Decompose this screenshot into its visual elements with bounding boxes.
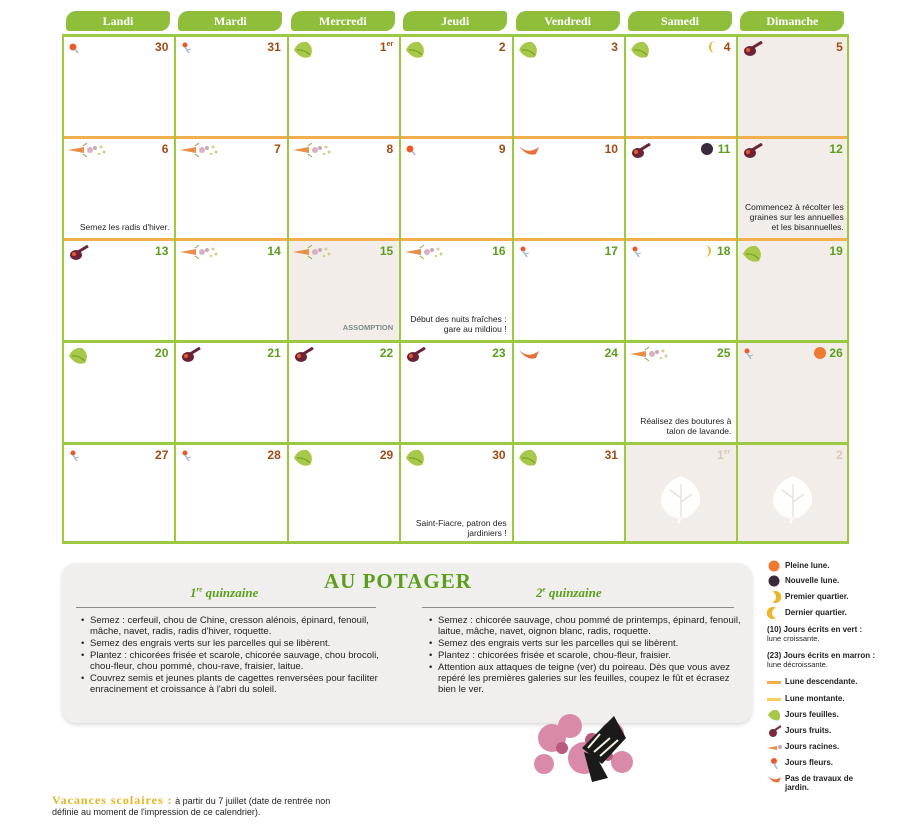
legend-last-quarter: Dernier quartier. xyxy=(767,607,907,621)
calendar-day-cell xyxy=(174,138,286,238)
grid-column-divider xyxy=(847,34,849,544)
day-number: 31 xyxy=(604,448,618,462)
weekday-header: Mardi xyxy=(178,11,282,31)
calendar-day-cell xyxy=(62,240,174,340)
leaf-day-icon xyxy=(405,449,427,472)
root-day-icon xyxy=(180,143,220,162)
root-day-icon xyxy=(405,245,445,264)
potager-tip: • Semez : cerfeuil, chou de Chine, cresson alénois, épinard, fenouil, mâche, navet, radis, radis d'hiver, roquette. xyxy=(90,615,390,637)
fig-fruit-icon xyxy=(742,143,764,164)
legend-no-work: Pas de travaux de jardin. xyxy=(767,773,907,793)
legend-full-moon: Pleine lune. xyxy=(767,560,907,574)
calendar-day-cell xyxy=(174,444,286,544)
calendar-day-cell xyxy=(624,444,736,544)
flower-day-icon xyxy=(180,41,194,60)
day-number: 31 xyxy=(267,40,281,54)
fruit-day-icon xyxy=(405,143,419,161)
ghost-leaf-icon xyxy=(770,474,816,524)
flower-icon xyxy=(767,757,783,769)
leaf-icon xyxy=(767,709,783,721)
weekday-header: Landi xyxy=(66,11,170,31)
grid-column-divider xyxy=(512,34,514,544)
full-moon-icon xyxy=(767,560,783,572)
legend-flower-days: Jours fleurs. xyxy=(767,757,907,771)
grid-column-divider xyxy=(174,34,176,544)
calendar-day-cell xyxy=(62,342,174,442)
day-number: 2 xyxy=(836,448,843,462)
divider-line xyxy=(76,607,376,608)
day-number: 28 xyxy=(267,448,281,462)
potager-tip: • Plantez : chicorées frisée et scarole, chicorée sauvage, chou brocoli, chou-fleur, chou pommé, chou-rave, fraisier, laitue. xyxy=(90,650,390,672)
grid-row-divider xyxy=(62,34,849,37)
fig-fruit-icon xyxy=(767,725,783,737)
moth-on-flower-illustration xyxy=(522,708,642,790)
day-number: 6 xyxy=(161,142,169,156)
calendar-day-cell xyxy=(736,36,848,136)
potager-tip: • Plantez : chicorées frisée et scarole, chou-fleur, fraisier. xyxy=(438,650,742,661)
weekday-header: Samedi xyxy=(628,11,732,31)
day-note: Semez les radis d'hiver. xyxy=(79,222,170,232)
legend-brown-days: (23) Jours écrits en marron : lune décroissante. xyxy=(767,651,876,669)
leaf-day-icon xyxy=(518,449,540,472)
legend-ascending-moon: Lune montante. xyxy=(767,693,907,707)
calendar-day-cell xyxy=(736,240,848,340)
day-number: 29 xyxy=(379,448,394,462)
day-number: 17 xyxy=(604,244,618,258)
calendar-day-cell xyxy=(399,138,511,238)
flower-day-icon xyxy=(518,245,532,264)
day-number: 8 xyxy=(386,142,394,156)
calendar-day-cell xyxy=(624,342,736,442)
calendar-day-cell xyxy=(287,240,399,340)
root-day-icon xyxy=(68,143,108,162)
calendar-day-cell xyxy=(62,138,174,238)
calendar-day-cell xyxy=(512,36,624,136)
no-garden-work-icon xyxy=(518,347,540,366)
leaf-day-icon xyxy=(518,41,540,64)
divider-line xyxy=(422,607,734,608)
root-day-icon xyxy=(630,347,670,366)
leaf-day-icon xyxy=(293,449,315,472)
calendar-day-cell xyxy=(512,444,624,544)
fig-fruit-icon xyxy=(742,41,764,62)
day-number: 12 xyxy=(829,142,843,156)
calendar-day-cell xyxy=(399,240,511,340)
calendar-day-cell xyxy=(287,138,399,238)
potager-title: AU POTAGER xyxy=(324,569,472,593)
calendar-day-cell xyxy=(736,342,848,442)
leaf-day-icon xyxy=(68,347,90,370)
day-number: 7 xyxy=(274,142,281,156)
school-holidays-text: à partir du 7 juillet (date de rentrée non définie au moment de l'impression de ce calendrier). xyxy=(52,796,331,817)
root-day-icon xyxy=(293,245,333,264)
calendar-day-cell xyxy=(399,36,511,136)
day-number: 16 xyxy=(492,244,506,258)
first-fortnight-title: 1re quinzaine xyxy=(190,585,259,600)
day-number: 2 xyxy=(498,40,506,54)
day-number: 24 xyxy=(604,346,618,360)
day-number: 25 xyxy=(717,346,731,360)
ghost-leaf-icon xyxy=(658,474,704,524)
calendar-day-cell xyxy=(399,342,511,442)
school-holidays-note xyxy=(52,795,352,818)
ascending-line-icon xyxy=(767,693,783,705)
day-number: 15 xyxy=(379,244,394,258)
holiday-label: ASSOMPTION xyxy=(342,323,394,332)
grid-column-divider xyxy=(399,34,401,544)
leaf-day-icon xyxy=(630,41,652,64)
school-holidays-title: Vacances scolaires : xyxy=(52,793,173,807)
calendar-day-cell xyxy=(624,36,736,136)
day-number: 18 xyxy=(717,244,731,258)
weekday-header: Vendredi xyxy=(516,11,620,31)
calendar-day-cell xyxy=(512,138,624,238)
legend-root-days: Jours racines. xyxy=(767,741,907,755)
legend-green-days: (10) Jours écrits en vert : lune croissante. xyxy=(767,625,863,643)
no-garden-work-icon xyxy=(767,773,783,785)
calendar-day-cell xyxy=(287,444,399,544)
fig-fruit-icon xyxy=(293,347,315,368)
weekday-header: Jeudi xyxy=(403,11,507,31)
grid-row-divider xyxy=(62,136,849,139)
day-number: 3 xyxy=(611,40,618,54)
legend-fruit-days: Jours fruits. xyxy=(767,725,907,739)
day-note: Commencez à récolter les graines sur les annuelles et les bisannuelles. xyxy=(745,202,844,232)
calendar-day-cell xyxy=(736,444,848,544)
day-number: 14 xyxy=(267,244,281,258)
day-number: 30 xyxy=(492,448,506,462)
day-number: 27 xyxy=(155,448,169,462)
calendar-day-cell xyxy=(174,240,286,340)
grid-column-divider xyxy=(736,34,738,544)
root-day-icon xyxy=(293,143,333,162)
second-fortnight-title: 2e quinzaine xyxy=(536,585,602,600)
leaf-day-icon xyxy=(742,245,764,268)
day-number: 19 xyxy=(829,244,843,258)
fruit-day-icon xyxy=(68,41,82,59)
day-number: 1er xyxy=(717,448,731,462)
calendar-grid xyxy=(62,34,849,544)
grid-row-divider xyxy=(62,541,849,544)
flower-day-icon xyxy=(180,449,194,468)
leaf-day-icon xyxy=(293,41,315,64)
day-number: 11 xyxy=(717,142,731,156)
day-note: Réalisez des boutures à talon de lavande. xyxy=(640,416,732,436)
grid-row-divider xyxy=(62,340,849,343)
calendar-day-cell xyxy=(736,138,848,238)
potager-tip: • Semez : chicorée sauvage, chou pommé de printemps, épinard, fenouil, laitue, mâche, navet, oignon blanc, radis, roquette. xyxy=(438,615,742,637)
descending-line-icon xyxy=(767,676,783,688)
calendar-day-cell xyxy=(624,240,736,340)
new-moon-icon xyxy=(700,142,714,161)
day-number: 23 xyxy=(492,346,506,360)
day-number: 13 xyxy=(155,244,169,258)
flower-day-icon xyxy=(630,245,644,264)
day-note: Début des nuits fraîches : gare au mildiou ! xyxy=(410,314,507,334)
fig-fruit-icon xyxy=(630,143,652,164)
day-note: Saint-Fiacre, patron des jardiniers ! xyxy=(415,518,507,538)
calendar-day-cell xyxy=(512,342,624,442)
first-fortnight-list xyxy=(80,615,390,696)
grid-column-divider xyxy=(624,34,626,544)
flower-day-icon xyxy=(742,347,756,366)
day-number: 22 xyxy=(379,346,394,360)
last-quarter-moon-icon xyxy=(767,607,783,619)
calendar-day-cell xyxy=(287,36,399,136)
fig-fruit-icon xyxy=(405,347,427,368)
fig-fruit-icon xyxy=(68,245,90,266)
calendar-day-cell xyxy=(624,138,736,238)
day-number: 30 xyxy=(155,40,169,54)
day-number: 1er xyxy=(379,40,394,54)
first-quarter-moon-icon xyxy=(700,244,714,263)
full-moon-icon xyxy=(813,346,827,365)
potager-tip: • Attention aux attaques de teigne (ver) du poireau. Dès que vous avez repéré les premières galeries sur les feuilles, coupez le fût et écrasez bien le ver. xyxy=(438,662,742,695)
calendar-day-cell xyxy=(174,36,286,136)
calendar-day-cell xyxy=(62,36,174,136)
root-day-icon xyxy=(180,245,220,264)
legend-new-moon: Nouvelle lune. xyxy=(767,575,907,589)
legend-leaf-days: Jours feuilles. xyxy=(767,709,907,723)
calendar-day-cell xyxy=(287,342,399,442)
weekday-header: Mercredi xyxy=(291,11,395,31)
grid-row-divider xyxy=(62,442,849,445)
day-number: 5 xyxy=(836,40,843,54)
potager-panel xyxy=(62,563,752,723)
leaf-day-icon xyxy=(405,41,427,64)
day-number: 4 xyxy=(723,40,731,54)
legend-descending-moon: Lune descendante. xyxy=(767,676,907,690)
last-quarter-moon-icon xyxy=(706,40,720,59)
new-moon-icon xyxy=(767,575,783,587)
fig-fruit-icon xyxy=(180,347,202,368)
calendar-day-cell xyxy=(399,444,511,544)
day-number: 26 xyxy=(829,346,843,360)
weekday-header: Dimanche xyxy=(740,11,844,31)
root-vegetable-icon xyxy=(767,741,783,753)
day-number: 21 xyxy=(267,346,281,360)
second-fortnight-list xyxy=(428,615,742,696)
first-quarter-moon-icon xyxy=(767,591,783,603)
calendar-day-cell xyxy=(512,240,624,340)
calendar-day-cell xyxy=(62,444,174,544)
day-number: 9 xyxy=(498,142,506,156)
legend-first-quarter: Premier quartier. xyxy=(767,591,907,605)
grid-column-divider xyxy=(287,34,289,544)
flower-day-icon xyxy=(68,449,82,468)
calendar-day-cell xyxy=(174,342,286,442)
potager-tip: • Semez des engrais verts sur les parcelles qui se libèrent. xyxy=(90,638,390,649)
day-number: 10 xyxy=(604,142,618,156)
grid-column-divider xyxy=(62,34,64,544)
potager-tip: • Couvrez semis et jeunes plants de cagettes renversées pour faciliter enracinement et croissance à l'abri du soleil. xyxy=(90,673,390,695)
grid-row-divider xyxy=(62,238,849,241)
no-garden-work-icon xyxy=(518,143,540,162)
day-number: 20 xyxy=(155,346,169,360)
potager-tip: • Semez des engrais verts sur les parcelles qui se libèrent. xyxy=(438,638,742,649)
